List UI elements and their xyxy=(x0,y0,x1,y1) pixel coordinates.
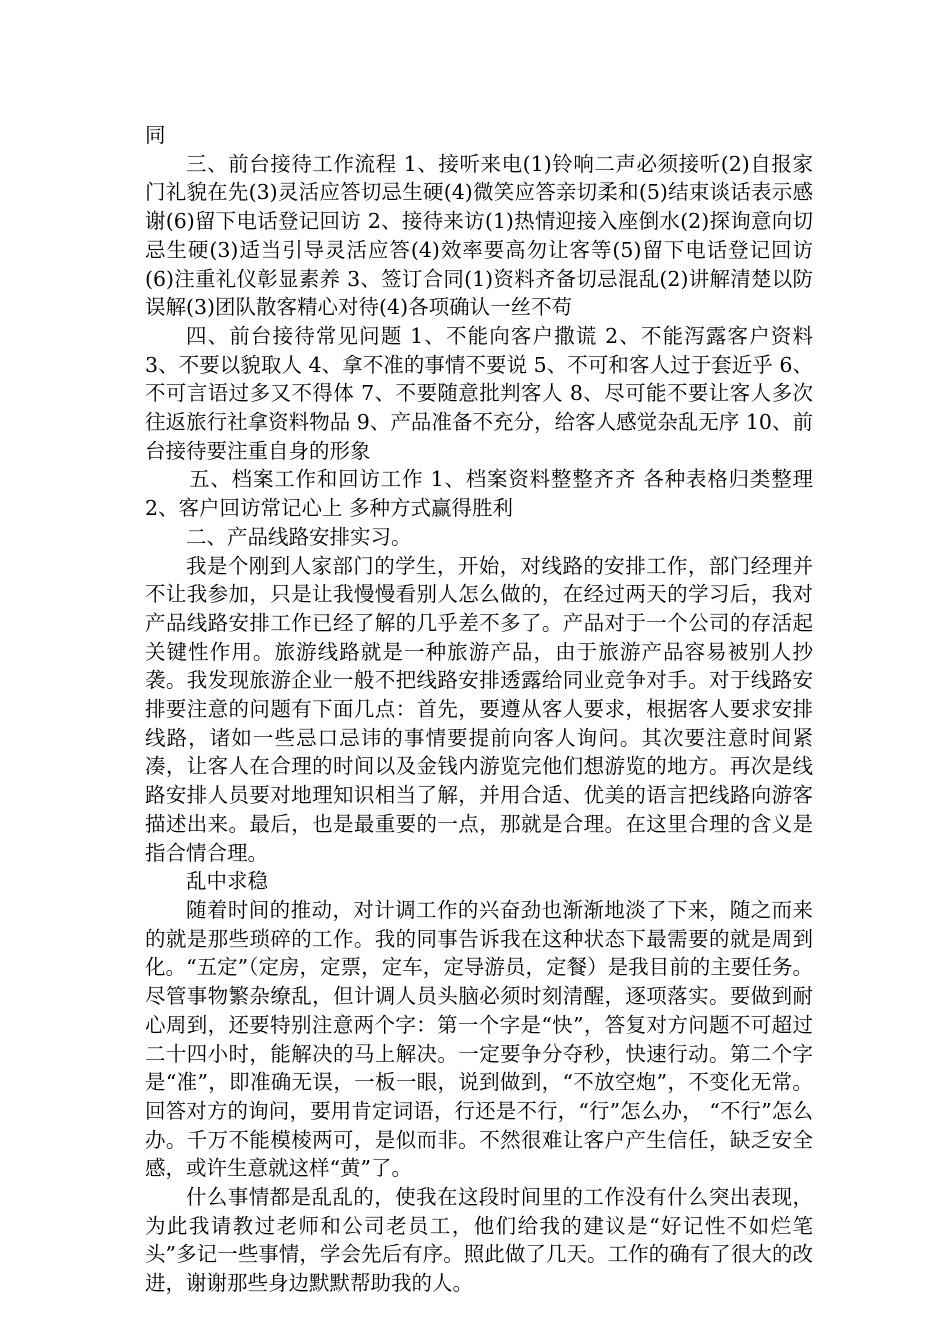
paragraph-continuation: 同 xyxy=(145,123,166,147)
paragraph-reflection: 什么事情都是乱乱的，使我在这段时间里的工作没有什么突出表现，为此我请教过老师和公司老员工，他们给我的建议是“好记性不如烂笔头”多记一些事情，学会先后有序。照此做了几天。工作的确有了很大的改进，谢谢那些身边默默帮助我的人。 xyxy=(145,1185,813,1296)
paragraph-route-planning: 我是个刚到人家部门的学生，开始，对线路的安排工作，部门经理并不让我参加，只是让我慢慢看别人怎么做的，在经过两天的学习后，我对产品线路安排工作已经了解的几乎差不多了。产品对于一个公司的存活起关键性作用。旅游线路就是一种旅游产品，由于旅游产品容易被别人抄袭。我发现旅游企业一般不把线路安排透露给同业竞争对手。对于线路安排要注意的问题有下面几点：首先，要遵从客人要求，根据客人要求安排线路，诸如一些忌口忌讳的事情要提前向客人询问。其次要注意时间紧凑，让客人在合理的时间以及金钱内游览完他们想游览的地方。再次是线路安排人员要对地理知识相当了解，并用合适、优美的语言把线路向游客描述出来。最后，也是最重要的一点，那就是合理。在这里合理的含义是指合情合理。 xyxy=(145,553,813,865)
paragraph-archive-followup: 五、档案工作和回访工作 1、档案资料整整齐齐 各种表格归类整理 2、客户回访常记心上 多种方式赢得胜利 xyxy=(145,467,813,521)
paragraph-front-desk-common-issues: 四、前台接待常见问题 1、不能向客户撒谎 2、不能泻露客户资料 3、不要以貌取人 4、拿不准的事情不要说 5、不可和客人过于套近乎 6、不可言语过多又不得体 7、不要随意批判客人 8、尽可能不要让客人多次往返旅行社拿资料物品 9、产品准备不充分，给客人感觉杂乱无序 10、前台接待要注重自身的形象 xyxy=(145,323,813,463)
paragraph-front-desk-workflow: 三、前台接待工作流程 1、接听来电(1)铃响二声必须接听(2)自报家门礼貌在先(3)灵活应答切忌生硬(4)微笑应答亲切柔和(5)结束谈话表示感谢(6)留下电话登记回访 2、接待来访(1)热情迎接入座倒水(2)探询意向切忌生硬(3)适当引导灵活应答(4)效率要高勿让客等(5)留下电话登记回访(6)注重礼仪彰显素养 3、签订合同(1)资料齐备切忌混乱(2)讲解清楚以防误解(3)团队散客精心对待(4)各项确认一丝不苟 xyxy=(145,151,813,320)
document-body xyxy=(145,121,813,1298)
paragraph-dispatch-work: 随着时间的推动，对计调工作的兴奋劲也渐渐地淡了下来，随之而来的就是那些琐碎的工作。我的同事告诉我在这种状态下最需要的就是周到化。“五定”（定房，定票，定车，定导游员，定餐）是我目前的主要任务。尽管事物繁杂缭乱，但计调人员头脑必须时刻清醒，逐项落实。要做到耐心周到，还要特别注意两个字：第一个字是“快”，答复对方问题不可超过二十四小时，能解决的马上解决。一定要争分夺秒，快速行动。第二个字是“准”，即准确无误，一板一眼，说到做到，“不放空炮”，不变化无常。回答对方的询问，要用肯定词语，行还是不行，“行”怎么办， “不行”怎么办。千万不能模棱两可，是似而非。不然很难让客户产生信任，缺乏安全感，或许生意就这样“黄”了。 xyxy=(145,897,813,1181)
section-heading-route-planning: 二、产品线路安排实习。 xyxy=(186,524,412,549)
section-heading-stability: 乱中求稳 xyxy=(186,869,268,894)
